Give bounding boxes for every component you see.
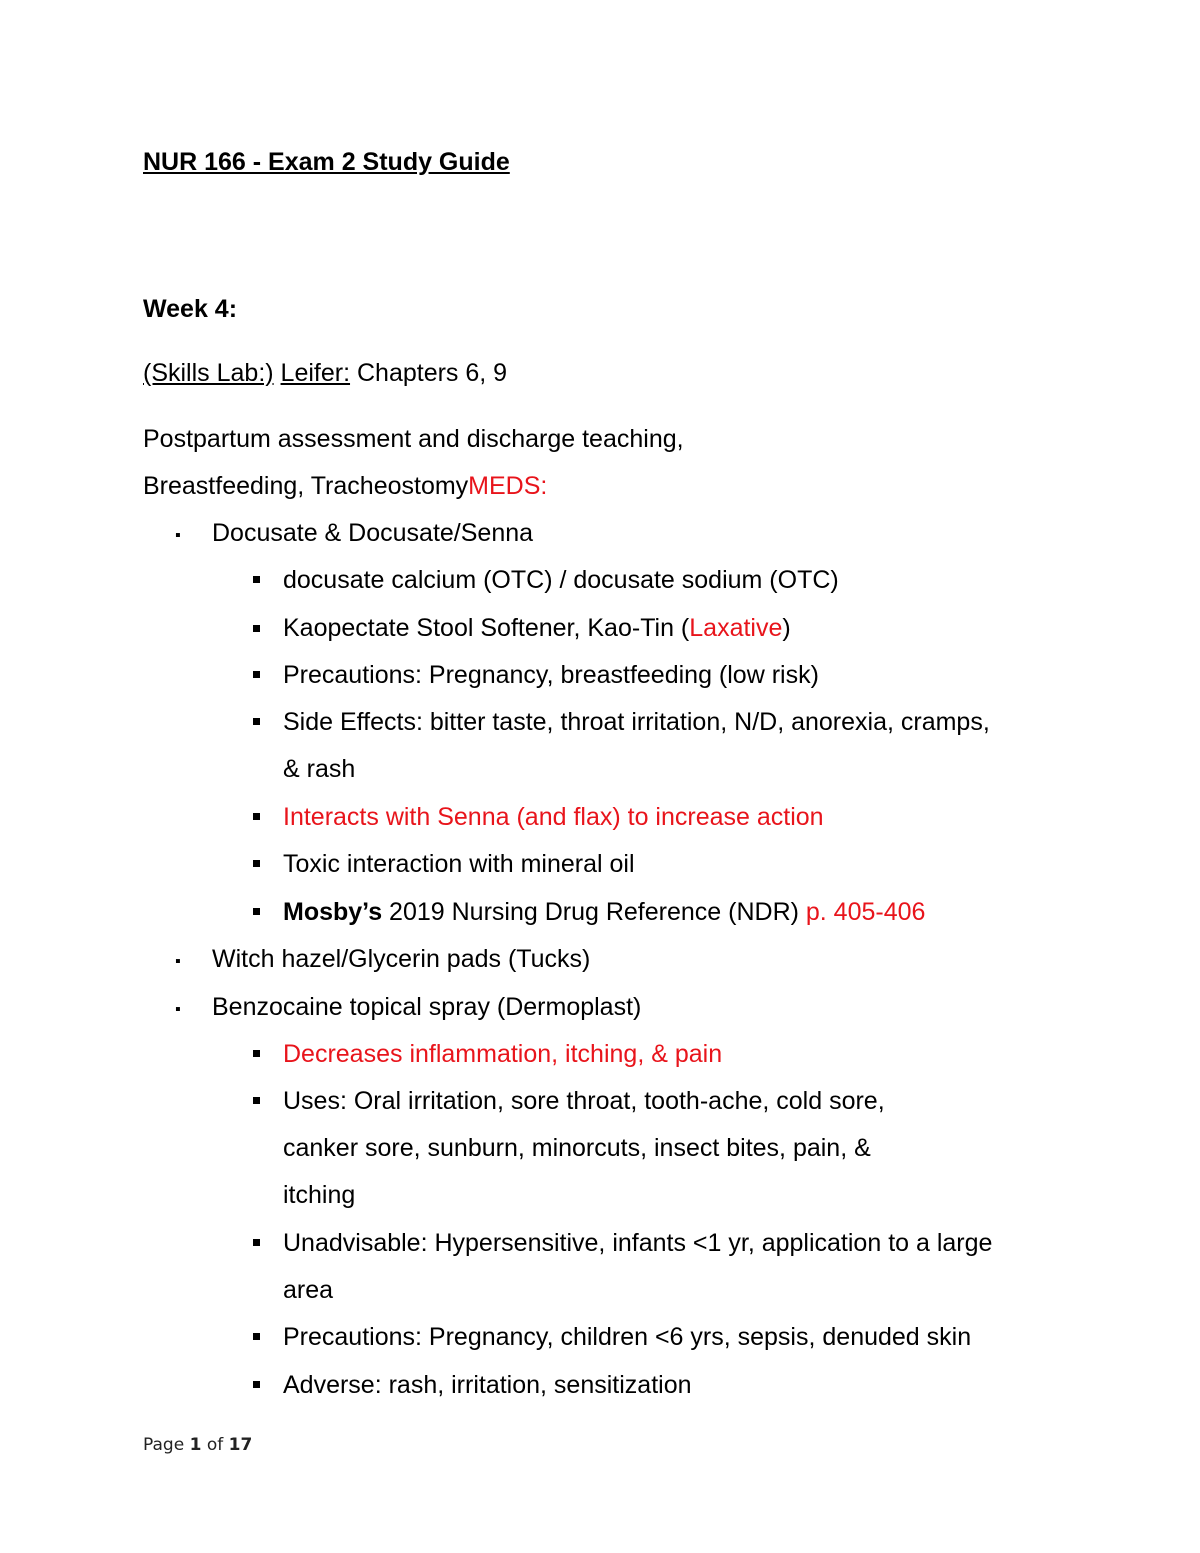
total-pages: 17 bbox=[228, 1435, 253, 1455]
med-name: Witch hazel/Glycerin pads (Tucks) bbox=[212, 945, 591, 973]
med-detail-continued: area bbox=[283, 1276, 334, 1304]
square-bullet-icon bbox=[253, 718, 260, 725]
page-word: Page bbox=[143, 1435, 185, 1455]
meds-label: MEDS: bbox=[468, 472, 548, 500]
reference-pages: p. 405-406 bbox=[805, 898, 926, 926]
reference-name: Mosby’s bbox=[283, 898, 383, 926]
square-bullet-icon bbox=[253, 1239, 260, 1246]
med-detail-highlight: Interacts with Senna (and flax) to increase action bbox=[283, 803, 824, 831]
square-bullet-icon bbox=[253, 1050, 260, 1057]
page-number: 1 bbox=[189, 1435, 202, 1455]
of-word: of bbox=[206, 1435, 224, 1455]
week-heading: Week 4: bbox=[143, 295, 238, 323]
detail-highlight: Laxative bbox=[689, 614, 783, 642]
reading-line bbox=[143, 358, 507, 388]
med-detail: Side Effects: bitter taste, throat irritation, N/D, anorexia, cramps, bbox=[283, 708, 990, 736]
bullet-icon: ▪ bbox=[175, 953, 181, 970]
bullet-icon: ▪ bbox=[175, 1001, 181, 1018]
med-detail bbox=[283, 613, 791, 643]
detail-text: ) bbox=[782, 614, 791, 642]
med-detail: Precautions: Pregnancy, breastfeeding (low risk) bbox=[283, 661, 819, 689]
med-detail: Adverse: rash, irritation, sensitization bbox=[283, 1371, 692, 1399]
med-detail bbox=[283, 897, 925, 927]
detail-text: Kaopectate Stool Softener, Kao-Tin ( bbox=[283, 614, 690, 642]
med-detail: Unadvisable: Hypersensitive, infants <1 yr, application to a large bbox=[283, 1229, 993, 1257]
topics-line-1: Postpartum assessment and discharge teaching, bbox=[143, 425, 684, 453]
med-detail-highlight: Decreases inflammation, itching, & pain bbox=[283, 1040, 723, 1068]
med-name: Benzocaine topical spray (Dermoplast) bbox=[212, 993, 642, 1021]
square-bullet-icon bbox=[253, 1097, 260, 1104]
square-bullet-icon bbox=[253, 625, 260, 632]
square-bullet-icon bbox=[253, 1381, 260, 1388]
chapters-text: Chapters 6, 9 bbox=[356, 359, 508, 387]
document-title: NUR 166 - Exam 2 Study Guide bbox=[143, 148, 510, 176]
leifer-label: Leifer: bbox=[280, 359, 351, 387]
med-name: Docusate & Docusate/Senna bbox=[212, 519, 534, 547]
square-bullet-icon bbox=[253, 813, 260, 820]
square-bullet-icon bbox=[253, 576, 260, 583]
square-bullet-icon bbox=[253, 908, 260, 915]
med-detail-continued: canker sore, sunburn, minorcuts, insect bites, pain, & bbox=[283, 1134, 871, 1162]
bullet-icon: ▪ bbox=[175, 527, 181, 544]
square-bullet-icon bbox=[253, 1333, 260, 1340]
square-bullet-icon bbox=[253, 860, 260, 867]
skills-lab-label: (Skills Lab:) bbox=[143, 359, 274, 387]
med-detail: docusate calcium (OTC) / docusate sodium (OTC) bbox=[283, 566, 839, 594]
square-bullet-icon bbox=[253, 671, 260, 678]
med-detail-continued: itching bbox=[283, 1181, 356, 1209]
med-detail: Toxic interaction with mineral oil bbox=[283, 850, 635, 878]
topics-line-2 bbox=[143, 471, 547, 501]
med-detail-continued: & rash bbox=[283, 755, 356, 783]
topics-text: Breastfeeding, Tracheostomy bbox=[143, 472, 469, 500]
med-detail: Precautions: Pregnancy, children <6 yrs, sepsis, denuded skin bbox=[283, 1323, 972, 1351]
page-footer bbox=[143, 1435, 252, 1455]
reference-text: 2019 Nursing Drug Reference (NDR) bbox=[382, 898, 806, 926]
med-detail: Uses: Oral irritation, sore throat, tooth-ache, cold sore, bbox=[283, 1087, 885, 1115]
